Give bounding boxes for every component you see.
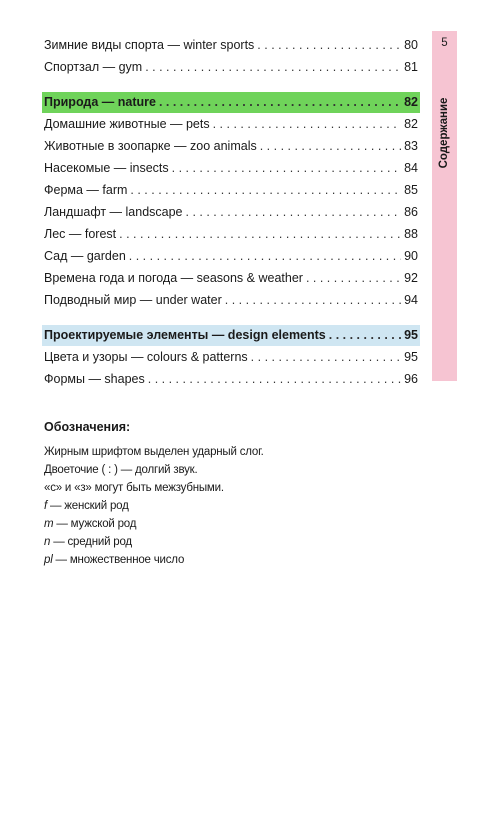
dot-leader bbox=[130, 179, 401, 201]
toc-entry-winter-sports[interactable] bbox=[42, 34, 420, 56]
dot-leader bbox=[119, 223, 401, 245]
legend-text: — средний род bbox=[50, 536, 132, 548]
toc-entry-label: Домашние животные — pets bbox=[44, 117, 210, 131]
legend-line bbox=[44, 479, 424, 497]
dot-leader bbox=[306, 267, 401, 289]
toc-entry-page: 83 bbox=[404, 139, 418, 153]
legend-text: — мужской род bbox=[53, 518, 137, 530]
toc-entry-forest[interactable] bbox=[42, 223, 420, 245]
legend-line bbox=[44, 443, 424, 461]
table-of-contents bbox=[42, 34, 420, 390]
toc-entry-label: Спортзал — gym bbox=[44, 60, 143, 74]
toc-section-page: 95 bbox=[404, 328, 418, 342]
dot-leader bbox=[145, 56, 401, 78]
legend-abbr: pl bbox=[44, 554, 53, 566]
toc-entry-page: 90 bbox=[404, 249, 418, 263]
legend-text: Двоеточие ( : ) — долгий звук. bbox=[44, 464, 198, 476]
legend-line bbox=[44, 551, 424, 569]
toc-entry-label: Формы — shapes bbox=[44, 372, 145, 386]
toc-entry-page: 94 bbox=[404, 293, 418, 307]
toc-entry-page: 88 bbox=[404, 227, 418, 241]
dot-leader bbox=[186, 201, 402, 223]
dot-leader bbox=[251, 346, 401, 368]
toc-entry-landscape[interactable] bbox=[42, 201, 420, 223]
toc-entry-gym[interactable] bbox=[42, 56, 420, 78]
toc-entry-page: 96 bbox=[404, 372, 418, 386]
dot-leader bbox=[172, 157, 401, 179]
legend-abbr: f bbox=[44, 500, 47, 512]
toc-entry-insects[interactable] bbox=[42, 157, 420, 179]
legend bbox=[44, 420, 424, 569]
toc-entry-page: 85 bbox=[404, 183, 418, 197]
toc-section-label: Природа — nature bbox=[44, 95, 156, 109]
toc-entry-page: 82 bbox=[404, 117, 418, 131]
toc-entry-label: Лес — forest bbox=[44, 227, 117, 241]
legend-line bbox=[44, 461, 424, 479]
toc-entry-zoo-animals[interactable] bbox=[42, 135, 420, 157]
toc-section-design-elements[interactable] bbox=[42, 325, 420, 346]
toc-entry-page: 95 bbox=[404, 350, 418, 364]
legend-text: — женский род bbox=[47, 500, 129, 512]
legend-abbr: m bbox=[44, 518, 54, 530]
dot-leader bbox=[260, 135, 401, 157]
toc-entry-shapes[interactable] bbox=[42, 368, 420, 390]
dot-leader bbox=[129, 245, 401, 267]
dot-leader bbox=[159, 92, 401, 113]
side-tab-title: Содержание bbox=[438, 97, 450, 169]
toc-entry-label: Подводный мир — under water bbox=[44, 293, 222, 307]
toc-section-nature[interactable] bbox=[42, 92, 420, 113]
toc-entry-garden[interactable] bbox=[42, 245, 420, 267]
toc-entry-label: Цвета и узоры — colours & patterns bbox=[44, 350, 248, 364]
toc-entry-page: 80 bbox=[404, 38, 418, 52]
toc-entry-label: Времена года и погода — seasons & weather bbox=[44, 271, 303, 285]
toc-entry-label: Насекомые — insects bbox=[44, 161, 169, 175]
toc-entry-label: Ферма — farm bbox=[44, 183, 128, 197]
legend-abbr: n bbox=[44, 536, 51, 548]
dot-leader bbox=[329, 325, 401, 346]
dot-leader bbox=[225, 289, 401, 311]
toc-entry-page: 86 bbox=[404, 205, 418, 219]
toc-section-page: 82 bbox=[404, 95, 418, 109]
toc-entry-under-water[interactable] bbox=[42, 289, 420, 311]
legend-heading: Обозначения: bbox=[44, 420, 131, 434]
contents-side-tab bbox=[432, 31, 457, 381]
legend-line bbox=[44, 497, 424, 515]
toc-entry-page: 81 bbox=[404, 60, 418, 74]
page-number: 5 bbox=[441, 37, 448, 49]
toc-entry-label: Сад — garden bbox=[44, 249, 126, 263]
toc-entry-label: Зимние виды спорта — winter sports bbox=[44, 38, 255, 52]
dot-leader bbox=[148, 368, 401, 390]
toc-section-label: Проектируемые элементы — design elements bbox=[44, 328, 326, 342]
toc-entry-page: 84 bbox=[404, 161, 418, 175]
dot-leader bbox=[213, 113, 401, 135]
toc-entry-pets[interactable] bbox=[42, 113, 420, 135]
toc-entry-colours-patterns[interactable] bbox=[42, 346, 420, 368]
legend-line bbox=[44, 515, 424, 533]
toc-entry-farm[interactable] bbox=[42, 179, 420, 201]
dot-leader bbox=[257, 34, 401, 56]
legend-text: — множественное число bbox=[52, 554, 185, 566]
legend-line bbox=[44, 533, 424, 551]
toc-entry-page: 92 bbox=[404, 271, 418, 285]
toc-entry-seasons-weather[interactable] bbox=[42, 267, 420, 289]
toc-entry-label: Ландшафт — landscape bbox=[44, 205, 183, 219]
legend-text: «c» и «з» могут быть межзубными. bbox=[44, 482, 224, 494]
toc-entry-label: Животные в зоопарке — zoo animals bbox=[44, 139, 257, 153]
legend-text: Жирным шрифтом выделен ударный слог. bbox=[44, 446, 264, 458]
